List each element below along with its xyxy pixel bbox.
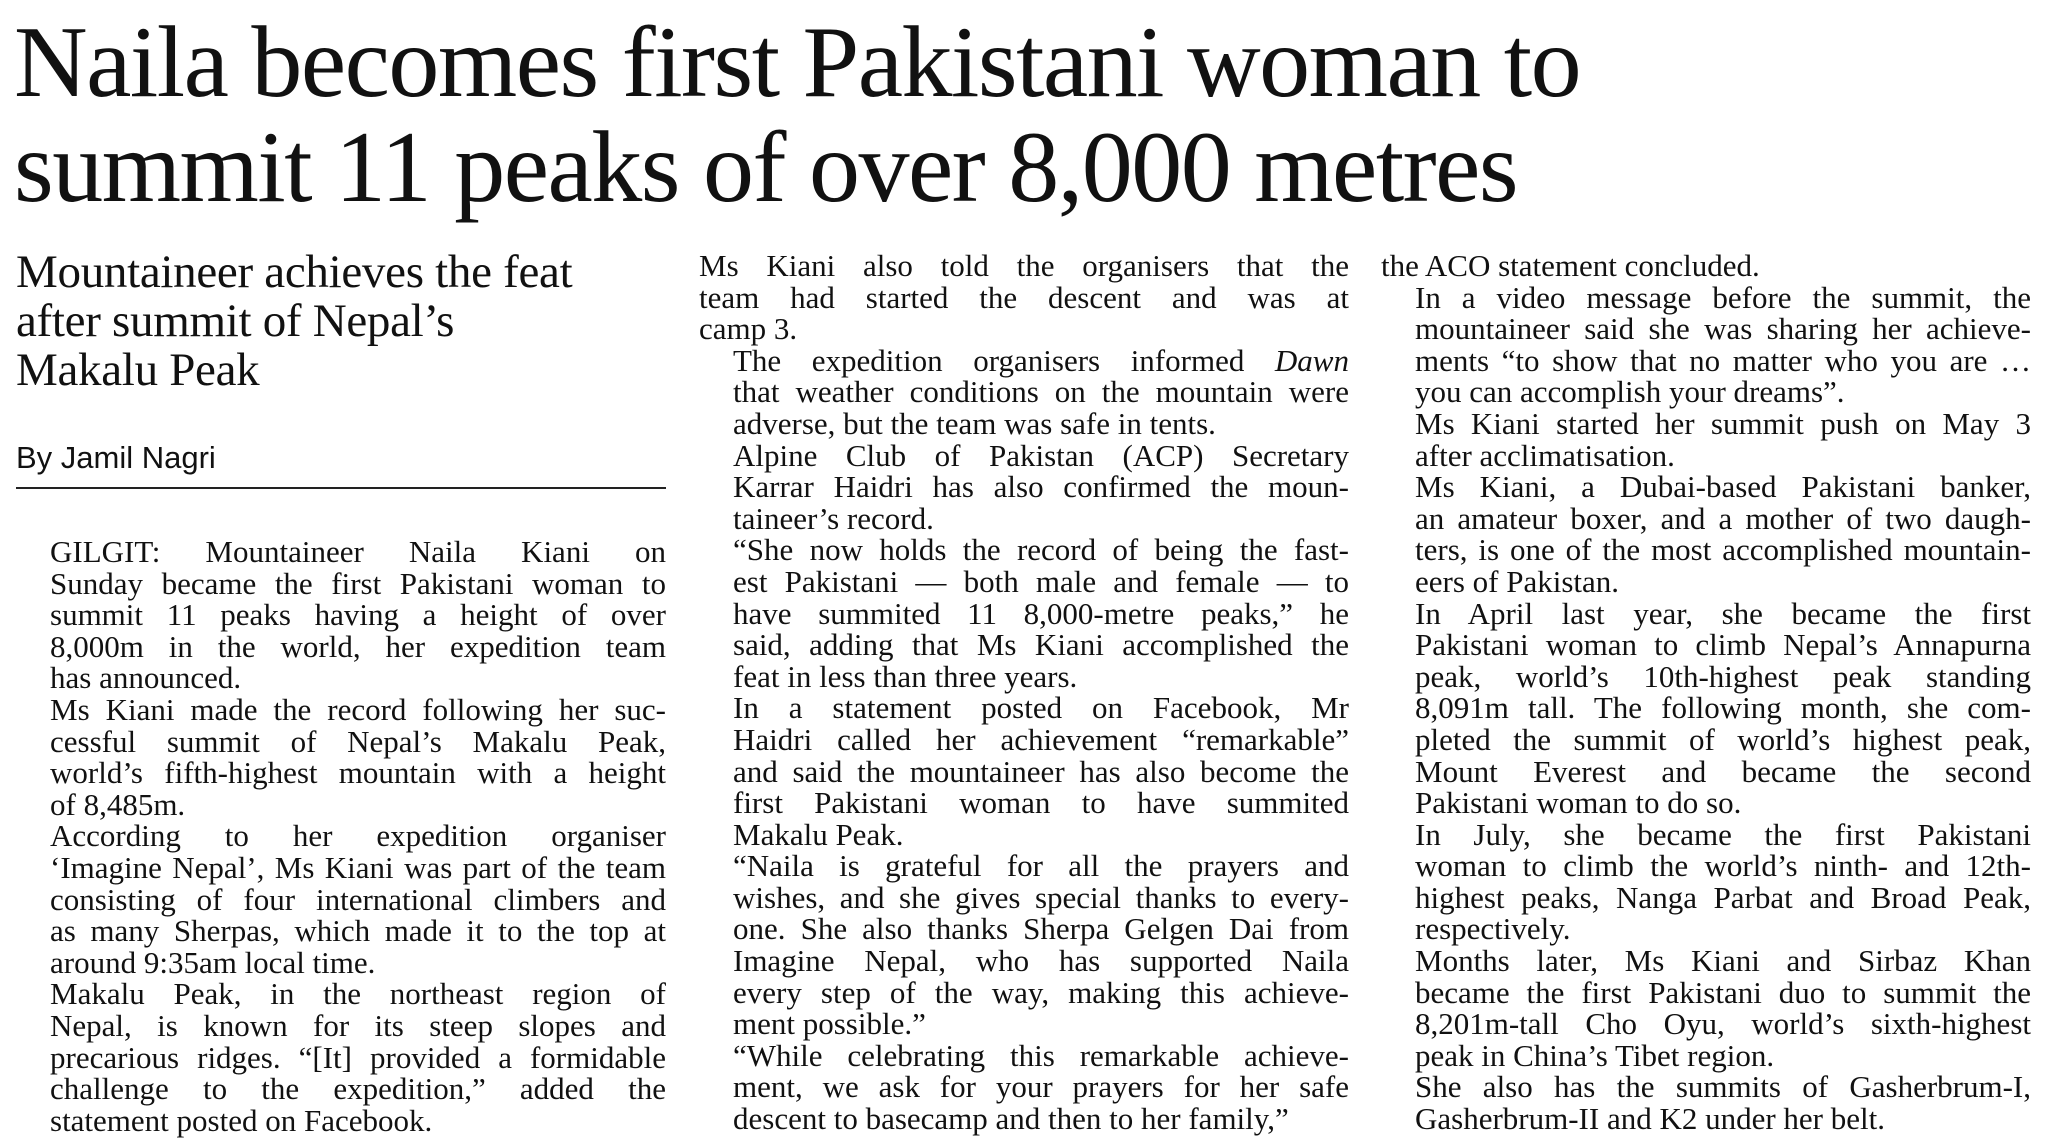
text-line: wishes, and she gives special thanks to every- [733,879,1349,915]
text-line: every step of the way, making this achieve- [733,974,1349,1010]
headline [14,6,2044,224]
article-column-3 [1381,250,2031,1135]
text-line: est Pakistani — both male and female — to [733,563,1349,599]
text-line: Makalu Peak, in the northeast region of [50,976,666,1012]
text-line: one. She also thanks Sherpa Gelgen Dai from [733,911,1349,947]
text-line: mountaineer said she was sharing her achieve- [1415,311,2031,347]
text-line: statement posted on Facebook. [50,1102,433,1138]
text-line: In April last year, she became the first [1415,595,2031,631]
text-line: as many Sherpas, which made it to the top at [50,913,666,949]
text-line: peak in China’s Tibet region. [1415,1037,1775,1073]
text-line: said, adding that Ms Kiani accomplished the [733,627,1349,663]
text-line: pleted the summit of world’s highest peak, [1415,721,2031,757]
text-line: eers of Pakistan. [1415,563,1620,599]
text-line: Pakistani woman to do so. [1415,785,1742,821]
text-line: precarious ridges. “[It] provided a formidable [50,1039,666,1075]
text-line: Ms Kiani also told the organisers that the [699,248,1349,283]
article-paragraph [1381,595,2031,821]
text-line: Haidri called her achievement “remarkable” [733,721,1349,757]
article-column-1 [16,248,666,1136]
text-line: In a video message before the summit, the [1415,279,2031,315]
text-line: an amateur boxer, and a mother of two daugh- [1415,500,2031,536]
text-line: have summited 11 8,000-metre peaks,” he [733,595,1349,631]
article-paragraph [16,536,666,694]
text-line: world’s fifth-highest mountain with a height [50,755,666,791]
text-line: highest peaks, Nanga Parbat and Broad Peak, [1415,879,2031,915]
headline-line: summit 11 peaks of over 8,000 metres [14,111,1518,224]
column-body [1381,250,2031,1135]
text-line: ment possible.” [733,1006,926,1042]
article-paragraph [1381,945,2031,1071]
text-line: Karrar Haidri has also confirmed the moun- [733,469,1349,505]
text-line: Sunday became the first Pakistani woman to [50,565,666,601]
article-paragraph [1381,816,2031,947]
text-line: 8,000m in the world, her expedition team [50,628,666,664]
text-line: you can accomplish your dreams”. [1415,374,1845,410]
subheadline-line: Makalu Peak [16,344,260,396]
text-line: that weather conditions on the mountain were [733,374,1349,410]
headline-line: Naila becomes first Pakistani woman to [14,6,1581,119]
text-line: Ms Kiani, a Dubai-based Pakistani banker, [1415,469,2031,505]
text-line: challenge to the expedition,” added the [50,1071,666,1107]
article-paragraph [699,534,1349,692]
text-line: summit 11 peaks having a height of over [50,597,666,633]
article-paragraph [699,437,1349,536]
text-line: Nepal, is known for its steep slopes and [50,1007,666,1043]
text-line: camp 3. [699,311,798,347]
text-line: ment, we ask for your prayers for her safe [733,1069,1349,1105]
text-line: feat in less than three years. [733,658,1078,694]
text-line: Gasherbrum-II and K2 under her belt. [1415,1101,1885,1137]
subheadline-line: Mountaineer achieves the feat [16,246,573,298]
text-line: ments “to show that no matter who you are … [1415,342,2031,378]
text-line: Mount Everest and became the second [1415,753,2031,789]
text-line: the ACO statement concluded. [1381,248,1760,283]
text-line: after acclimatisation. [1415,437,1675,473]
text-line: “She now holds the record of being the fast- [733,532,1349,568]
text-line: Ms Kiani started her summit push on May 3 [1415,405,2031,441]
text-line: descent to basecamp and then to her family,” [733,1101,1289,1137]
column-body [699,250,1349,1135]
article-paragraph [699,850,1349,1040]
byline: By Jamil Nagri [16,440,216,475]
text-line: Ms Kiani made the record following her suc- [50,691,666,727]
article-paragraph [699,250,1349,345]
subheadline [16,248,666,395]
text-line: The expedition organisers informed Dawn [733,342,1349,378]
text-line: respectively. [1415,911,1571,947]
text-line: team had started the descent and was at [699,279,1349,315]
text-line: ‘Imagine Nepal’, Ms Kiani was part of the team [50,849,666,885]
text-line: “While celebrating this remarkable achieve- [733,1037,1349,1073]
text-line: According to her expedition organiser [50,818,666,854]
text-line: “Naila is grateful for all the prayers and [733,848,1349,884]
article-paragraph [699,342,1349,441]
text-line: cessful summit of Nepal’s Makalu Peak, [50,723,666,759]
text-line: of 8,485m. [50,786,186,822]
text-line: In July, she became the first Pakistani [1415,816,2031,852]
text-line: consisting of four international climbers and [50,881,666,917]
text-line: peak, world’s 10th-highest peak standing [1415,658,2031,694]
text-line: 8,201m-tall Cho Oyu, world’s sixth-highest [1415,1006,2031,1042]
text-line: Imagine Nepal, who has supported Naila [733,943,1349,979]
text-line: Alpine Club of Pakistan (ACP) Secretary [733,437,1349,473]
column-body [16,536,666,1136]
subheadline-line: after summit of Nepal’s [16,295,455,347]
text-line: taineer’s record. [733,500,934,536]
text-line: has announced. [50,660,242,696]
byline-divider [16,487,666,489]
text-line: first Pakistani woman to have summited [733,785,1349,821]
article-paragraph [1381,1069,2031,1137]
article-paragraph [16,691,666,822]
text-line: became the first Pakistani duo to summit the [1415,974,2031,1010]
text-line: around 9:35am local time. [50,944,376,980]
article-paragraph [1381,405,2031,473]
article-paragraph [16,820,666,978]
article-paragraph [1381,250,2031,282]
text-line: 8,091m tall. The following month, she com- [1415,690,2031,726]
article-paragraph [699,692,1349,850]
text-line: Months later, Ms Kiani and Sirbaz Khan [1415,943,2031,979]
text-line: In a statement posted on Facebook, Mr [733,690,1349,726]
text-line: She also has the summits of Gasherbrum-I, [1415,1069,2031,1105]
text-line: ters, is one of the most accomplished mountain- [1415,532,2031,568]
article-paragraph [1381,279,2031,410]
article-paragraph [16,978,666,1136]
article-paragraph [1381,471,2031,597]
article-paragraph [699,1037,1349,1137]
text-line: GILGIT: Mountaineer Naila Kiani on [50,534,666,569]
text-line: Makalu Peak. [733,816,904,852]
text-line: adverse, but the team was safe in tents. [733,405,1216,441]
text-line: Pakistani woman to climb Nepal’s Annapurna [1415,627,2031,663]
text-line: woman to climb the world’s ninth- and 12th- [1415,848,2031,884]
text-line: and said the mountaineer has also become the [733,753,1349,789]
article-column-2 [699,250,1349,1135]
